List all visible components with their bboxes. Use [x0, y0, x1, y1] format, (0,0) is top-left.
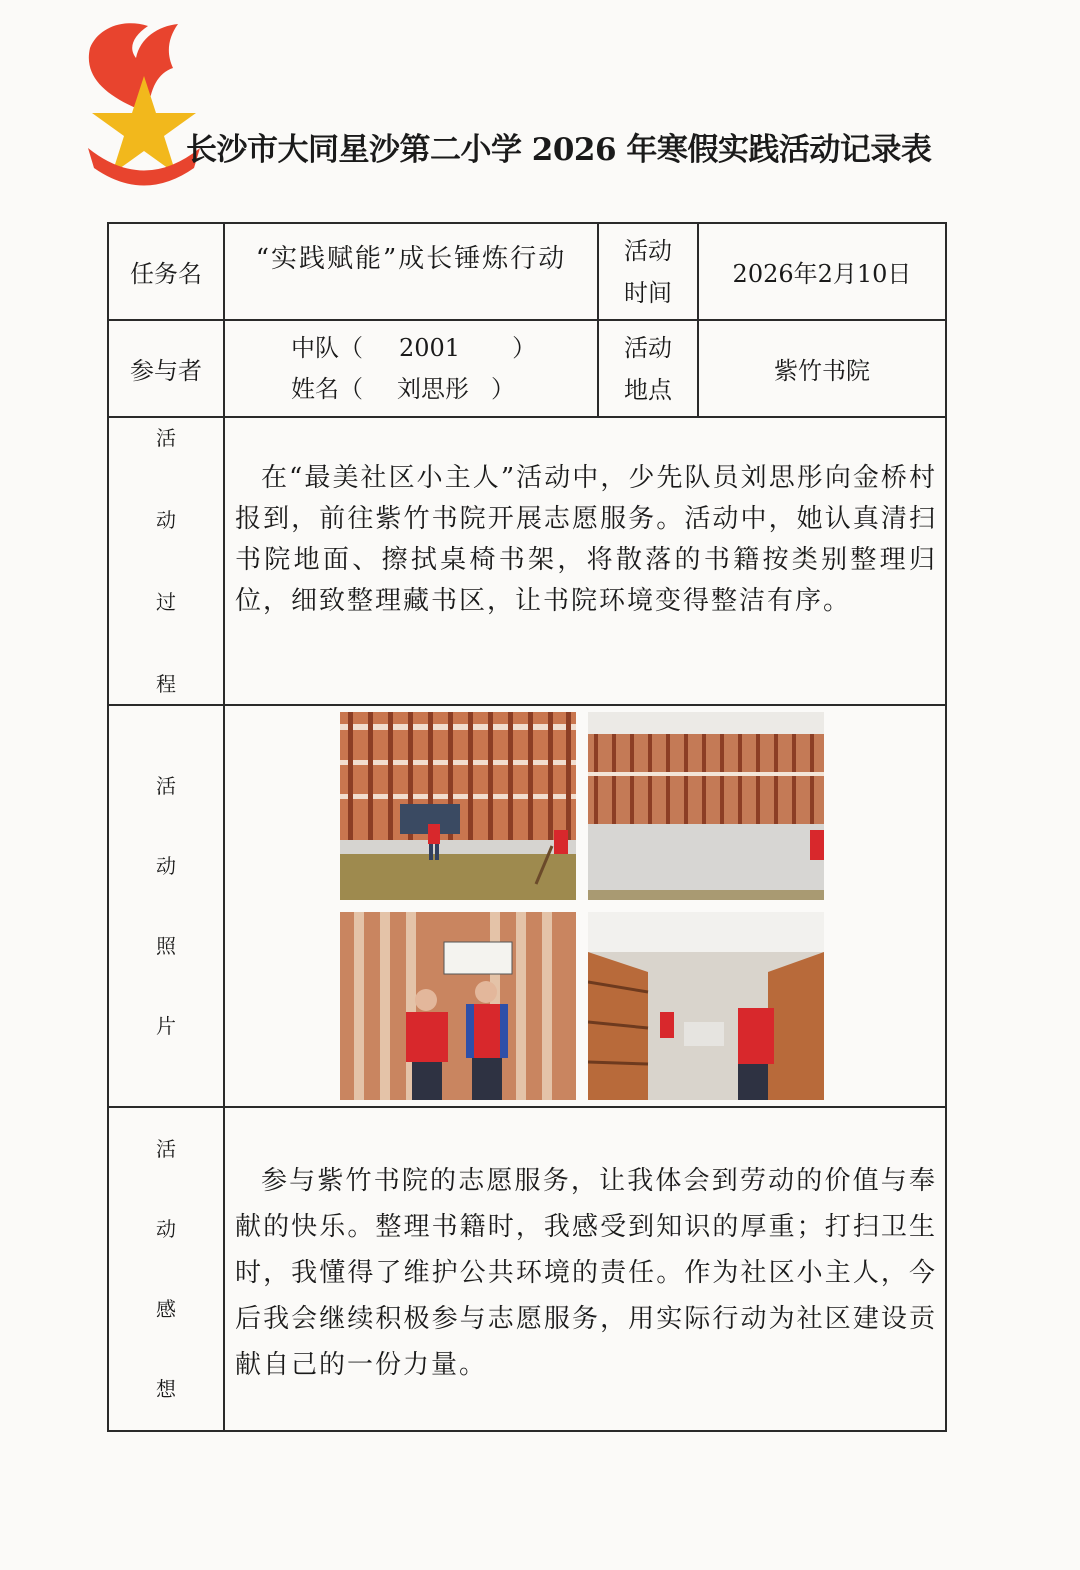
- photo-two-volunteers-posing: [340, 912, 576, 1100]
- photo-label-char: 活: [156, 774, 176, 798]
- place-label: [598, 320, 698, 417]
- photo-label: [108, 705, 224, 1107]
- process-text: 在“最美社区小主人”活动中，少先队员刘思彤向金桥村报到，前往紫竹书院开展志愿服务。活动中，她认真清扫书院地面、擦拭桌椅书架，将散落的书籍按类别整理归位，细致整理藏书区，让书院环境变得整洁有序。: [235, 463, 937, 616]
- reflection-label-char: 活: [156, 1137, 176, 1161]
- photo-label-char: 片: [156, 1014, 176, 1038]
- page-title: 长沙市大同星沙第二小学 2026 年寒假实践活动记录表: [186, 132, 932, 168]
- place-label-line2: 地点: [624, 375, 672, 404]
- squad-value: 2001: [399, 333, 461, 362]
- name-label: 姓名（: [291, 374, 363, 403]
- time-value: 2026年2月10日: [698, 223, 946, 320]
- name-value: 刘思彤: [397, 374, 469, 403]
- squad-label: 中队（: [291, 333, 363, 362]
- name-close: ）: [491, 374, 515, 403]
- process-label-char: 动: [156, 508, 176, 532]
- photo-label-char: 照: [156, 934, 176, 958]
- photo-sweeping-courtyard: [340, 712, 576, 900]
- task-row: [108, 223, 946, 320]
- participant-label: 参与者: [108, 320, 224, 417]
- reflection-row: [108, 1107, 946, 1431]
- process-label-char: 程: [156, 672, 176, 696]
- reflection-content: [224, 1107, 946, 1431]
- process-label-char: 活: [156, 426, 176, 450]
- reflection-label-char: 想: [156, 1377, 176, 1401]
- process-label-char: 过: [156, 590, 176, 614]
- reflection-label: [108, 1107, 224, 1431]
- photo-grid: [219, 712, 945, 1100]
- reflection-text: 参与紫竹书院的志愿服务，让我体会到劳动的价值与奉献的快乐。整理书籍时，我感受到知识的厚重；打扫卫生时，我懂得了维护公共环境的责任。作为社区小主人，今后我会继续积极参与志愿服务，用实际行动为社区建设贡献自己的一份力量。: [235, 1166, 937, 1380]
- place-value: 紫竹书院: [698, 320, 946, 417]
- photo-row: [108, 705, 946, 1107]
- record-table: [107, 222, 947, 1432]
- time-label-line1: 活动: [624, 236, 672, 265]
- name-line: [291, 369, 597, 410]
- participant-info: [224, 320, 598, 417]
- process-row: [108, 417, 946, 705]
- photo-building-exterior: [588, 712, 824, 900]
- photo-library-shelves: [588, 912, 824, 1100]
- time-label: [598, 223, 698, 320]
- time-label-line2: 时间: [624, 278, 672, 307]
- photo-content: [224, 705, 946, 1107]
- reflection-label-char: 动: [156, 1217, 176, 1241]
- squad-close: ）: [512, 333, 537, 362]
- participant-row: [108, 320, 946, 417]
- process-label: [108, 417, 224, 705]
- task-label: 任务名: [108, 223, 224, 320]
- process-content: [224, 417, 946, 705]
- photo-label-char: 动: [156, 854, 176, 878]
- place-label-line1: 活动: [624, 333, 672, 362]
- task-value: “实践赋能”成长锤炼行动: [224, 223, 598, 320]
- squad-line: [291, 328, 597, 369]
- reflection-label-char: 感: [156, 1297, 176, 1321]
